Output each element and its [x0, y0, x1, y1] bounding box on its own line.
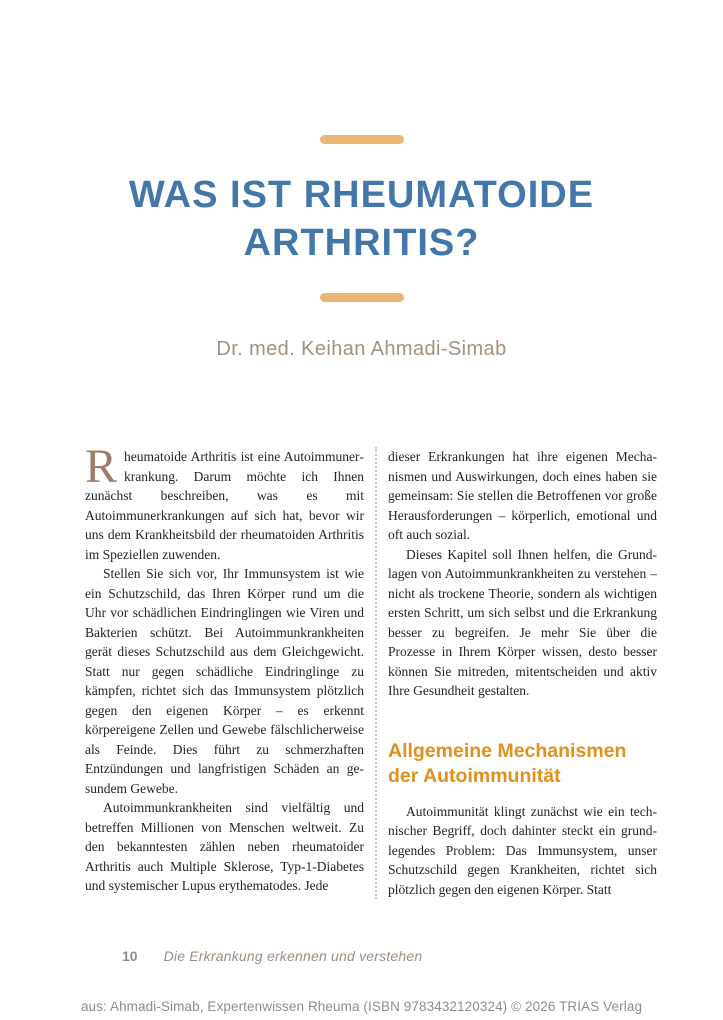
- page-number: 10: [122, 948, 138, 964]
- section-heading: Allgemeine Mechanismen der Autoimmunität: [388, 739, 627, 787]
- chapter-title-line-1: WAS IST RHEUMATOIDE: [128, 174, 595, 216]
- paragraph-autoimmune-diseases: Autoimmunkrankheiten sind vielfältig und betreffen Millionen von Menschen weltweit. Zu den bekanntesten zählen neben rheumatoider Arthritis auch Multiple Sklerose, Typ-1-Diabetes und systemischer Lupus erythematodes. Jede: [85, 800, 364, 893]
- paragraph-chapter-goal: Dieses Kapitel soll Ihnen helfen, die Grundlagen von Autoimmunkrankheiten zu verstehen – nicht als trockene Theorie, sondern als wichtigen ersten Schritt, um sich selbst und die Erkrankung besser zu begreifen. Je mehr Sie über die Prozesse in Ihrem Körper wissen, desto besser können Sie mitreden, mitentscheiden und aktiv Ihre Gesundheit gestalten.: [388, 546, 657, 698]
- copyright-line: aus: Ahmadi-Simab, Expertenwissen Rheuma (ISBN 9783432120324) © 2026 TRIAS Verlag: [80, 999, 643, 1014]
- decorative-bar-top: [320, 135, 404, 144]
- column-divider: [375, 447, 377, 899]
- paragraph-challenges: dieser Erkrankungen hat ihre eigenen Mechanismen und Auswirkungen, doch eines haben sie gemeinsam: Sie stellen die Betroffenen vor große Herausforderungen – körperlich, emotional und oft auch sozial.: [388, 449, 657, 542]
- chapter-title-line-2: ARTHRITIS?: [243, 222, 480, 264]
- decorative-bar-bottom: [320, 293, 404, 302]
- paragraph-intro: [85, 440, 364, 564]
- paragraph-autoimmunity-intro: Autoimmunität klingt zunächst wie ein technischer Begriff, doch dahinter steckt ein grundlegendes Problem: Das Immunsystem, unser Schutzschild gegen Krankheiten, richtet sich plötzlich gegen den eigenen Körper. Statt: [388, 803, 657, 897]
- running-title: Die Erkrankung erkennen und verstehen: [163, 948, 423, 964]
- paragraph-intro-text: heumatoide Arthritis ist eine Autoimmunerkrankung. Darum möchte ich Ihnen zunächst beschreiben, was es mit Autoimmunerkrankungen auf sich hat, bevor wir uns dem Krankheitsbild der rheumatoiden Arthritis im Speziellen zuwenden.: [85, 449, 364, 562]
- drop-cap: R: [85, 440, 118, 493]
- right-column: [388, 447, 657, 899]
- author-name: Dr. med. Keihan Ahmadi-Simab: [216, 338, 507, 360]
- left-column: [85, 440, 364, 899]
- paragraph-immune-shield: Stellen Sie sich vor, Ihr Immunsystem ist wie ein Schutzschild, das Ihren Körper rund um die Uhr vor schädlichen Eindringlingen wie Viren und Bakterien schützt. Bei Autoimmunkrankheiten gerät dieses Schutzschild aus dem Gleichgewicht. Statt nur gegen schädliche Eindringlinge zu kämpfen, richtet sich das Immunsystem plötzlich gegen den eigenen Körper – es erkennt körpereigene Zellen und Gewebe fälschlicherweise als Feinde. Dies führt zu schmerzhaften Entzündungen und langfristigen Schäden an gesundem Gewebe.: [85, 566, 364, 796]
- page-footer: [122, 948, 422, 964]
- body-columns: [85, 440, 657, 899]
- chapter-title: [40, 171, 683, 267]
